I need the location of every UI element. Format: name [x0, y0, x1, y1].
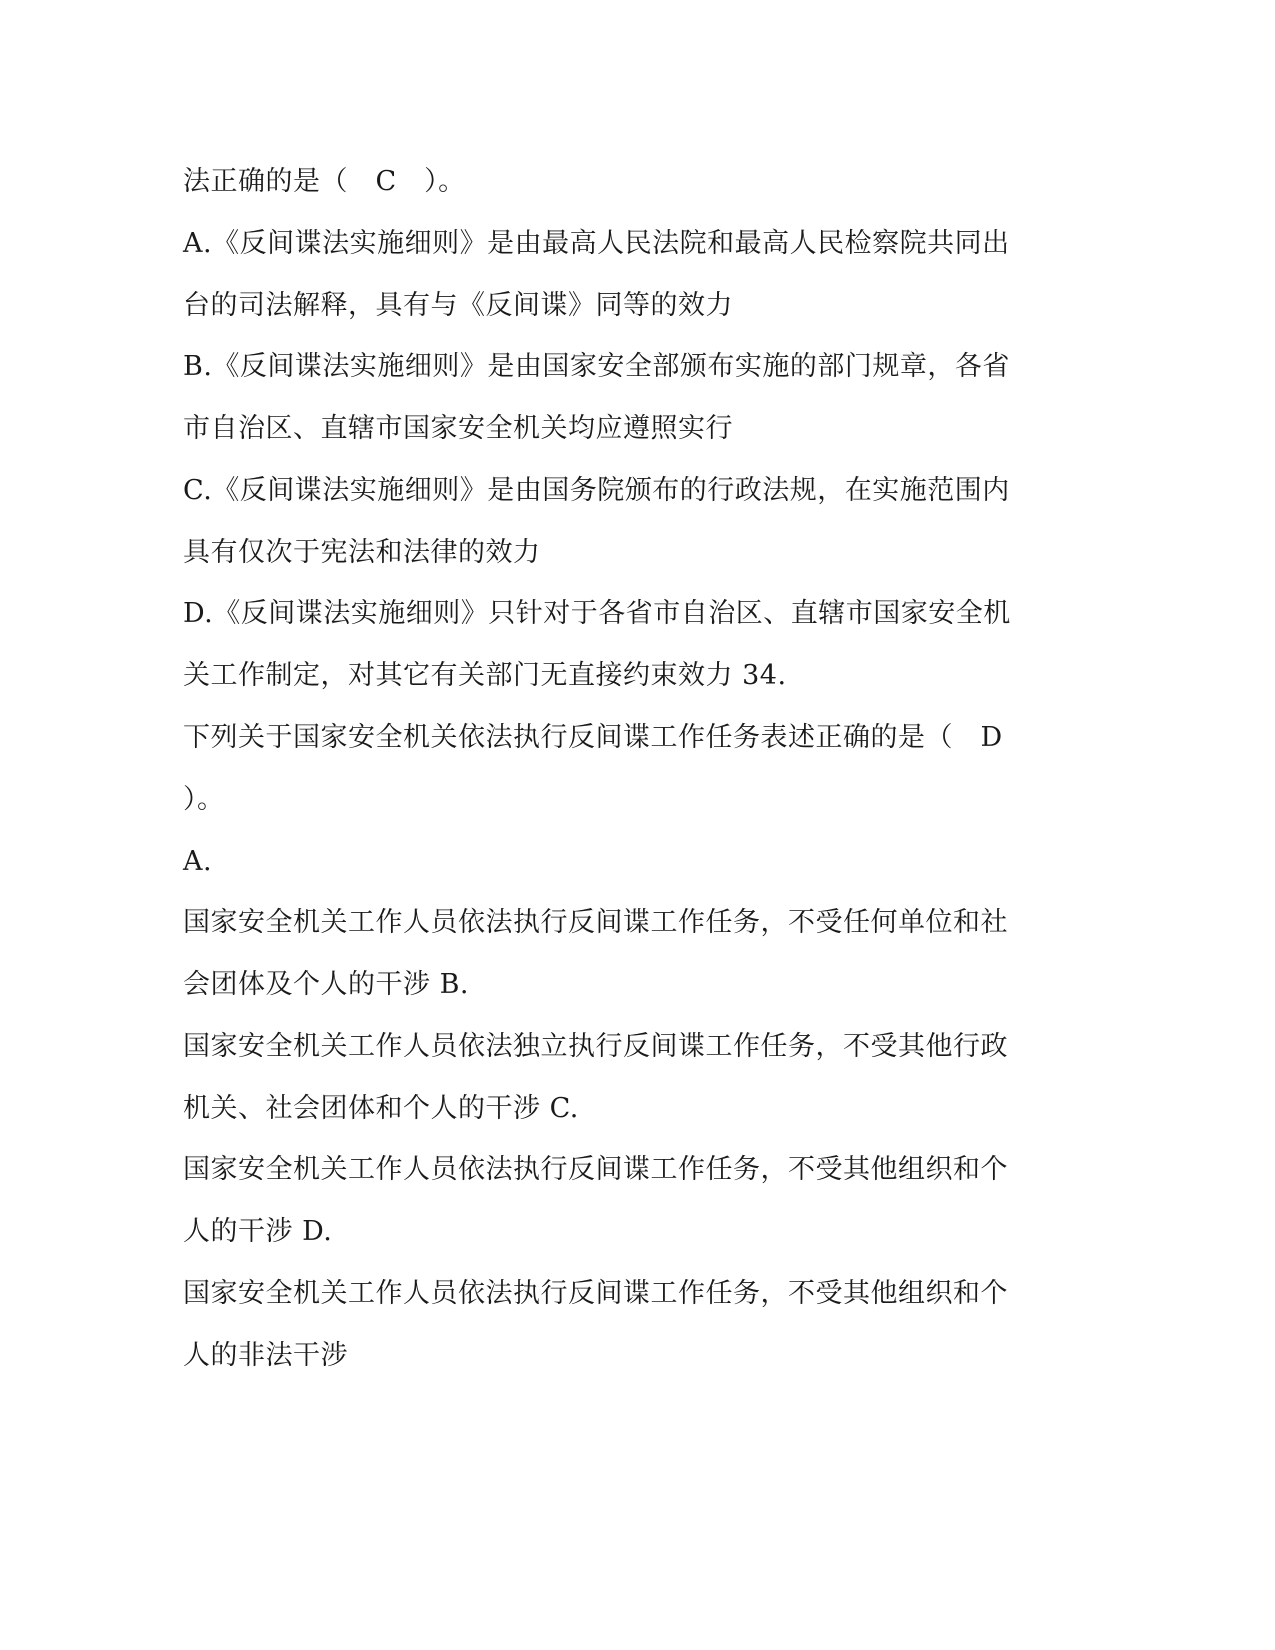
option-d-line-1: D.《反间谍法实施细则》只针对于各省市自治区、直辖市国家安全机 [183, 598, 1011, 629]
answer-b-line-2: 机关、社会团体和个人的干涉 C. [183, 1093, 579, 1124]
answer-a-line-1: 国家安全机关工作人员依法执行反间谍工作任务，不受任何单位和社 [183, 907, 1008, 938]
option-a-line-1: A.《反间谍法实施细则》是由最高人民法院和最高人民检察院共同出 [183, 228, 1010, 259]
answer-b-line-1: 国家安全机关工作人员依法独立执行反间谍工作任务，不受其他行政 [183, 1031, 1008, 1062]
answer-c-line-2: 人的干涉 D. [183, 1216, 333, 1247]
answer-d-line-1: 国家安全机关工作人员依法执行反间谍工作任务，不受其他组织和个 [183, 1278, 1008, 1309]
question-line-2: ）。 [183, 784, 225, 815]
text-line-1: 法正确的是（ C ）。 [183, 166, 466, 197]
option-d-line-2: 关工作制定，对其它有关部门无直接约束效力 34. [183, 660, 787, 691]
answer-a-line-2: 会团体及个人的干涉 B. [183, 969, 470, 1000]
option-a-line-2: 台的司法解释，具有与《反间谍》同等的效力 [183, 290, 733, 321]
option-b-line-1: B.《反间谍法实施细则》是由国家安全部颁布实施的部门规章，各省 [183, 351, 1010, 382]
answer-d-line-2: 人的非法干涉 [183, 1340, 348, 1371]
option-c-line-1: C.《反间谍法实施细则》是由国务院颁布的行政法规，在实施范围内 [183, 475, 1010, 506]
option-b-line-2: 市自治区、直辖市国家安全机关均应遵照实行 [183, 413, 733, 444]
answer-c-line-1: 国家安全机关工作人员依法执行反间谍工作任务，不受其他组织和个 [183, 1154, 1008, 1185]
option-label-a: A. [183, 846, 213, 877]
question-line-1: 下列关于国家安全机关依法执行反间谍工作任务表述正确的是（ D [183, 722, 1003, 753]
option-c-line-2: 具有仅次于宪法和法律的效力 [183, 537, 541, 568]
